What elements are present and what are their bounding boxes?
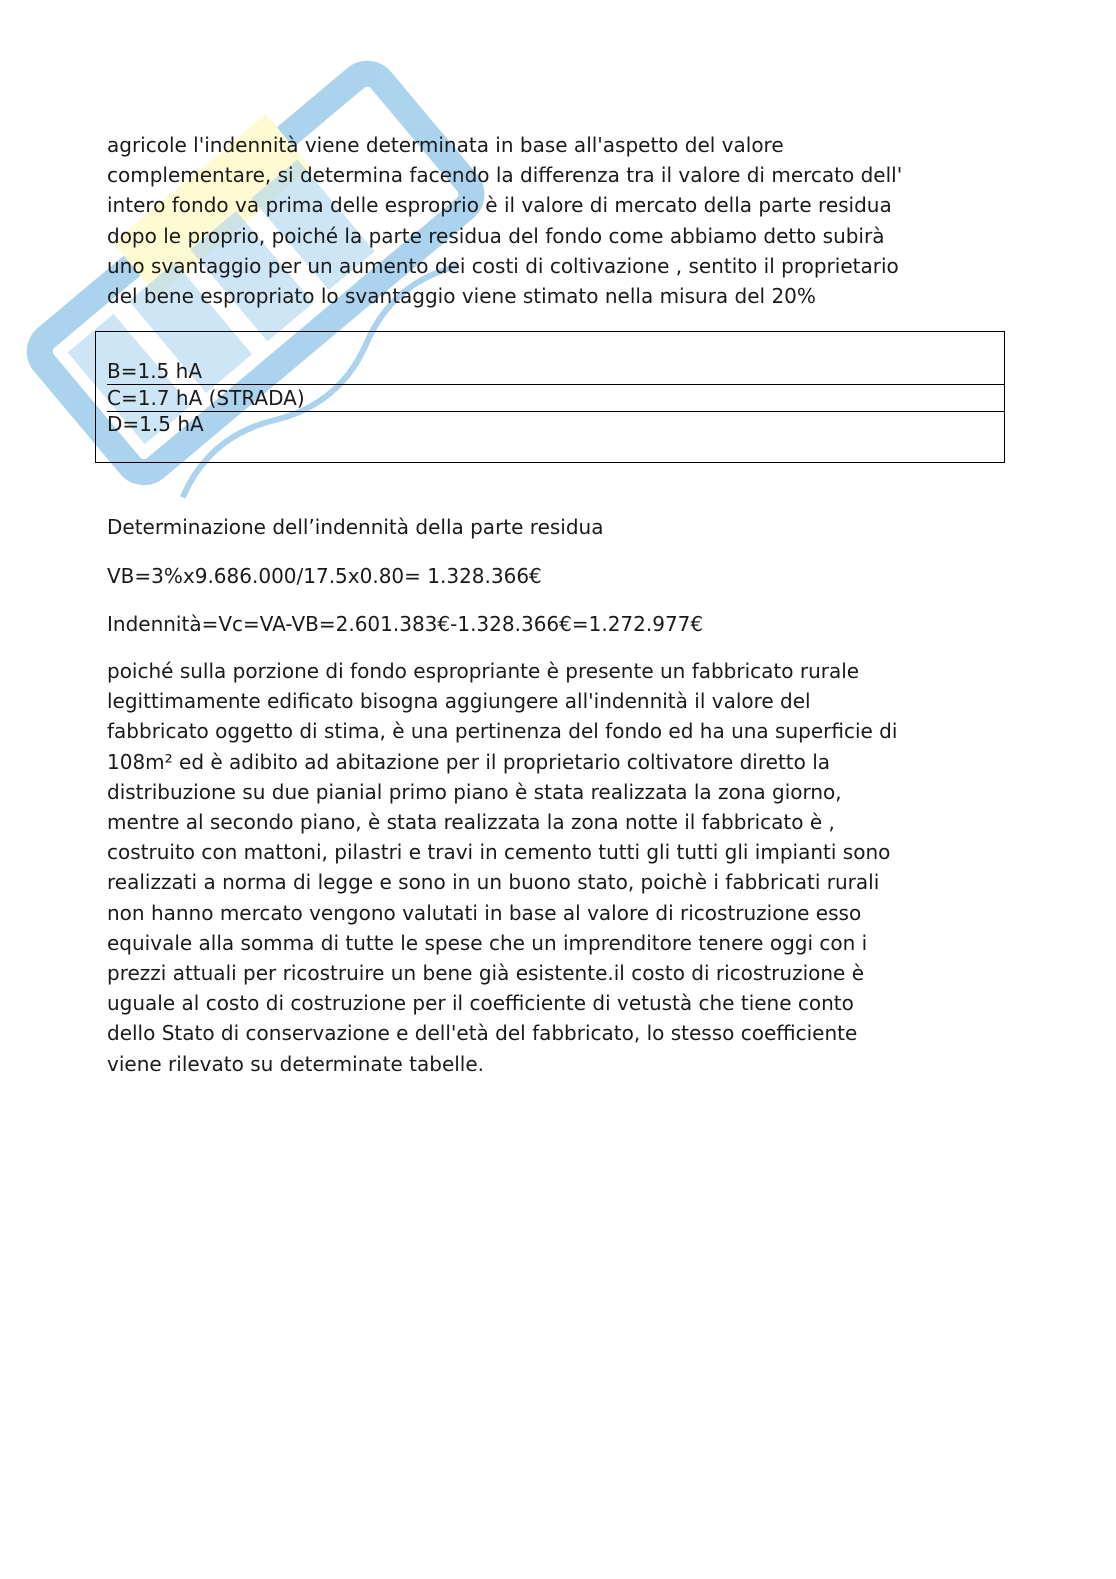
text-line: prezzi attuali per ricostruire un bene già esistente.il costo di ricostruzione è — [107, 961, 865, 986]
text-line: legittimamente edificato bisogna aggiungere all'indennità il valore del — [107, 689, 811, 714]
text-line: distribuzione su due pianial primo piano è stata realizzata la zona giorno, — [107, 779, 842, 804]
table-divider — [107, 411, 1004, 412]
table-row-d: D=1.5 hA — [107, 412, 204, 436]
text-line: dello Stato di conservazione e dell'età del fabbricato, lo stesso coefficiente — [107, 1021, 858, 1046]
parcel-table — [95, 331, 1005, 463]
formula-vb: VB=3%x9.686.000/17.5x0.80= 1.328.366€ — [107, 564, 542, 588]
text-line: uno svantaggio per un aumento dei costi di coltivazione , sentito il proprietario — [107, 253, 899, 278]
text-line: uguale al costo di costruzione per il coefficiente di vetustà che tiene conto — [107, 991, 854, 1016]
paragraph-fabbricato — [107, 656, 1007, 1079]
text-line: realizzati a norma di legge e sono in un buono stato, poichè i fabbricati rurali — [107, 870, 880, 895]
text-line: intero fondo va prima delle esproprio è il valore di mercato della parte residua — [107, 193, 892, 218]
text-line: agricole l'indennità viene determinata in base all'aspetto del valore — [107, 133, 784, 157]
table-row-b: B=1.5 hA — [107, 359, 202, 383]
paragraph-intro — [107, 130, 1007, 311]
text-line: non hanno mercato vengono valutati in base al valore di ricostruzione esso — [107, 900, 862, 925]
text-line: equivale alla somma di tutte le spese che un imprenditore tenere oggi con i — [107, 930, 868, 955]
text-line: 108m² ed è adibito ad abitazione per il proprietario coltivatore diretto la — [107, 749, 831, 774]
text-line: del bene espropriato lo svantaggio viene stimato nella misura del 20% — [107, 284, 816, 309]
text-line: costruito con mattoni, pilastri e travi in cemento tutti gli tutti gli impianti sono — [107, 840, 891, 865]
table-row-c: C=1.7 hA (STRADA) — [107, 386, 305, 410]
text-line: fabbricato oggetto di stima, è una pertinenza del fondo ed ha una superficie di — [107, 719, 898, 744]
text-line: complementare, si determina facendo la differenza tra il valore di mercato dell' — [107, 163, 903, 188]
text-line: poiché sulla porzione di fondo espropriante è presente un fabbricato rurale — [107, 659, 860, 683]
text-line: dopo le proprio, poiché la parte residua del fondo come abbiamo detto subirà — [107, 223, 885, 248]
text-line: mentre al secondo piano, è stata realizzata la zona notte il fabbricato è , — [107, 810, 835, 835]
section-heading: Determinazione dell’indennità della parte residua — [107, 515, 604, 539]
text-line: viene rilevato su determinate tabelle. — [107, 1051, 485, 1076]
formula-indennita: Indennità=Vc=VA-VB=2.601.383€-1.328.366€=1.272.977€ — [107, 612, 704, 636]
